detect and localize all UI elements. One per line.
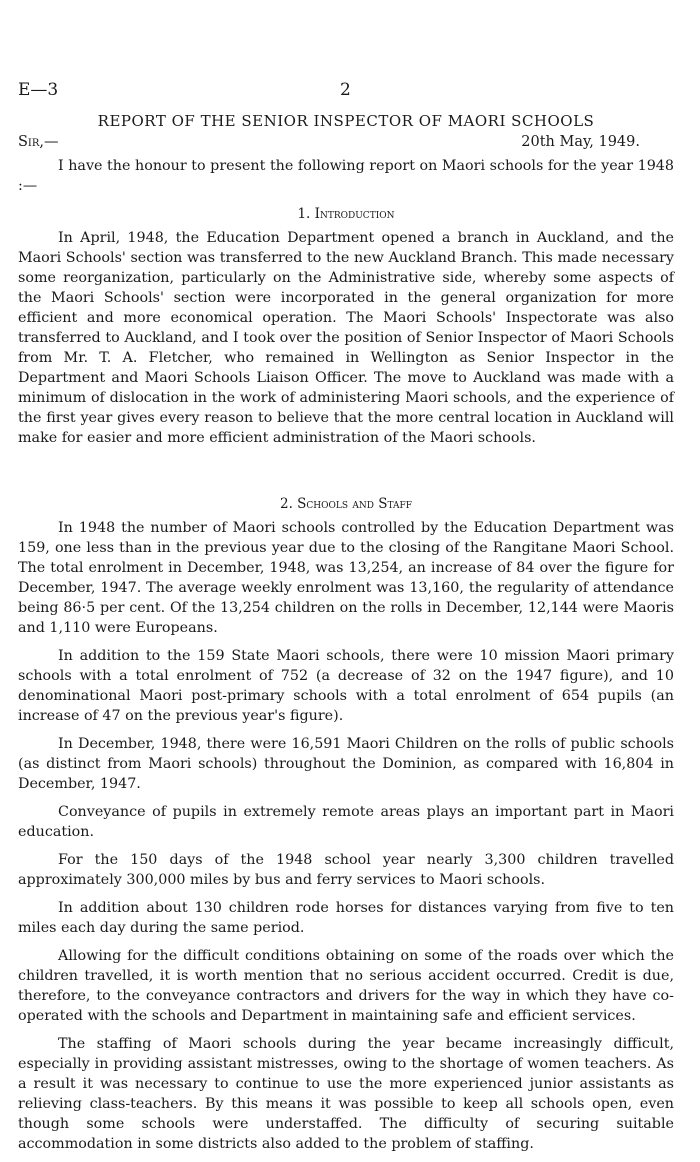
section-spacer bbox=[18, 456, 674, 486]
paragraph: In 1948 the number of Maori schools controlled by the Education Department was 159, one less than in the previous year due to the closing of the Rangitane Maori School. The total enrolment in December, 1948, was 13,254, an increase of 84 over the figure for December, 1947. The average weekly enrolment was 13,160, the regularity of attendance being 86·5 per cent. Of the 13,254 children on the rolls in December, 12,144 were Maoris and 1,110 were Europeans. bbox=[18, 520, 674, 636]
paragraph: For the 150 days of the 1948 school year nearly 3,300 children travelled approximately 300,000 miles by bus and ferry services to Maori schools. bbox=[18, 852, 674, 888]
document-code: E—3 bbox=[18, 80, 59, 100]
paragraph: The staffing of Maori schools during the year became increasingly difficult, especially in providing assistant mistresses, owing to the shortage of women teachers. As a result it was necessary to continue to use the more experienced junior assistants as relieving class-teachers. By this means it was possible to keep all schools open, even though some schools were understaffed. The difficulty of securing suitable accommodation in some districts also added to the problem of staffing. bbox=[18, 1036, 674, 1152]
salutation-row bbox=[18, 134, 674, 156]
document-page bbox=[18, 80, 674, 1162]
paragraph: In December, 1948, there were 16,591 Maori Children on the rolls of public schools (as distinct from Maori schools) throughout the Dominion, as compared with 16,804 in December, 1947. bbox=[18, 736, 674, 792]
opening-paragraph: I have the honour to present the following report on Maori schools for the year 1948 :— bbox=[18, 158, 674, 194]
page-header bbox=[18, 80, 674, 110]
report-title: REPORT OF THE SENIOR INSPECTOR OF MAORI SCHOOLS bbox=[97, 112, 595, 130]
salutation: Sir,— bbox=[18, 134, 59, 150]
section-heading-introduction: 1. Introduction bbox=[297, 206, 395, 222]
section-heading-schools-and-staff: 2. Schools and Staff bbox=[280, 496, 412, 512]
paragraph: Conveyance of pupils in extremely remote areas plays an important part in Maori education. bbox=[18, 804, 674, 840]
paragraph: Allowing for the difficult conditions obtaining on some of the roads over which the children travelled, it is worth mention that no serious accident occurred. Credit is due, therefore, to the conveyance contractors and drivers for the way in which they have co-operated with the schools and Department in maintaining safe and efficient services. bbox=[18, 948, 674, 1024]
page-number: 2 bbox=[340, 80, 351, 100]
paragraph: In addition about 130 children rode horses for distances varying from five to ten miles each day during the same period. bbox=[18, 900, 674, 936]
paragraph: In addition to the 159 State Maori schools, there were 10 mission Maori primary schools with a total enrolment of 752 (a decrease of 32 on the 1947 figure), and 10 denominational Maori post-primary schools with a total enrolment of 654 pupils (an increase of 47 on the previous year's figure). bbox=[18, 648, 674, 724]
report-date: 20th May, 1949. bbox=[521, 134, 640, 150]
paragraph: In April, 1948, the Education Department opened a branch in Auckland, and the Maori Schools' section was transferred to the new Auckland Branch. This made necessary some reorganization, particularly on the Administrative side, whereby some aspects of the Maori Schools' section were incorporated in the general organization for more efficient and more economical operation. The Maori Schools' Inspectorate was also transferred to Auckland, and I took over the position of Senior Inspector of Maori Schools from Mr. T. A. Fletcher, who remained in Wellington as Senior Inspector in the Department and Maori Schools Liaison Officer. The move to Auckland was made with a minimum of dislocation in the work of administering Maori schools, and the experience of the first year gives every reason to believe that the more central location in Auckland will make for easier and more efficient administration of the Maori schools. bbox=[18, 230, 674, 446]
